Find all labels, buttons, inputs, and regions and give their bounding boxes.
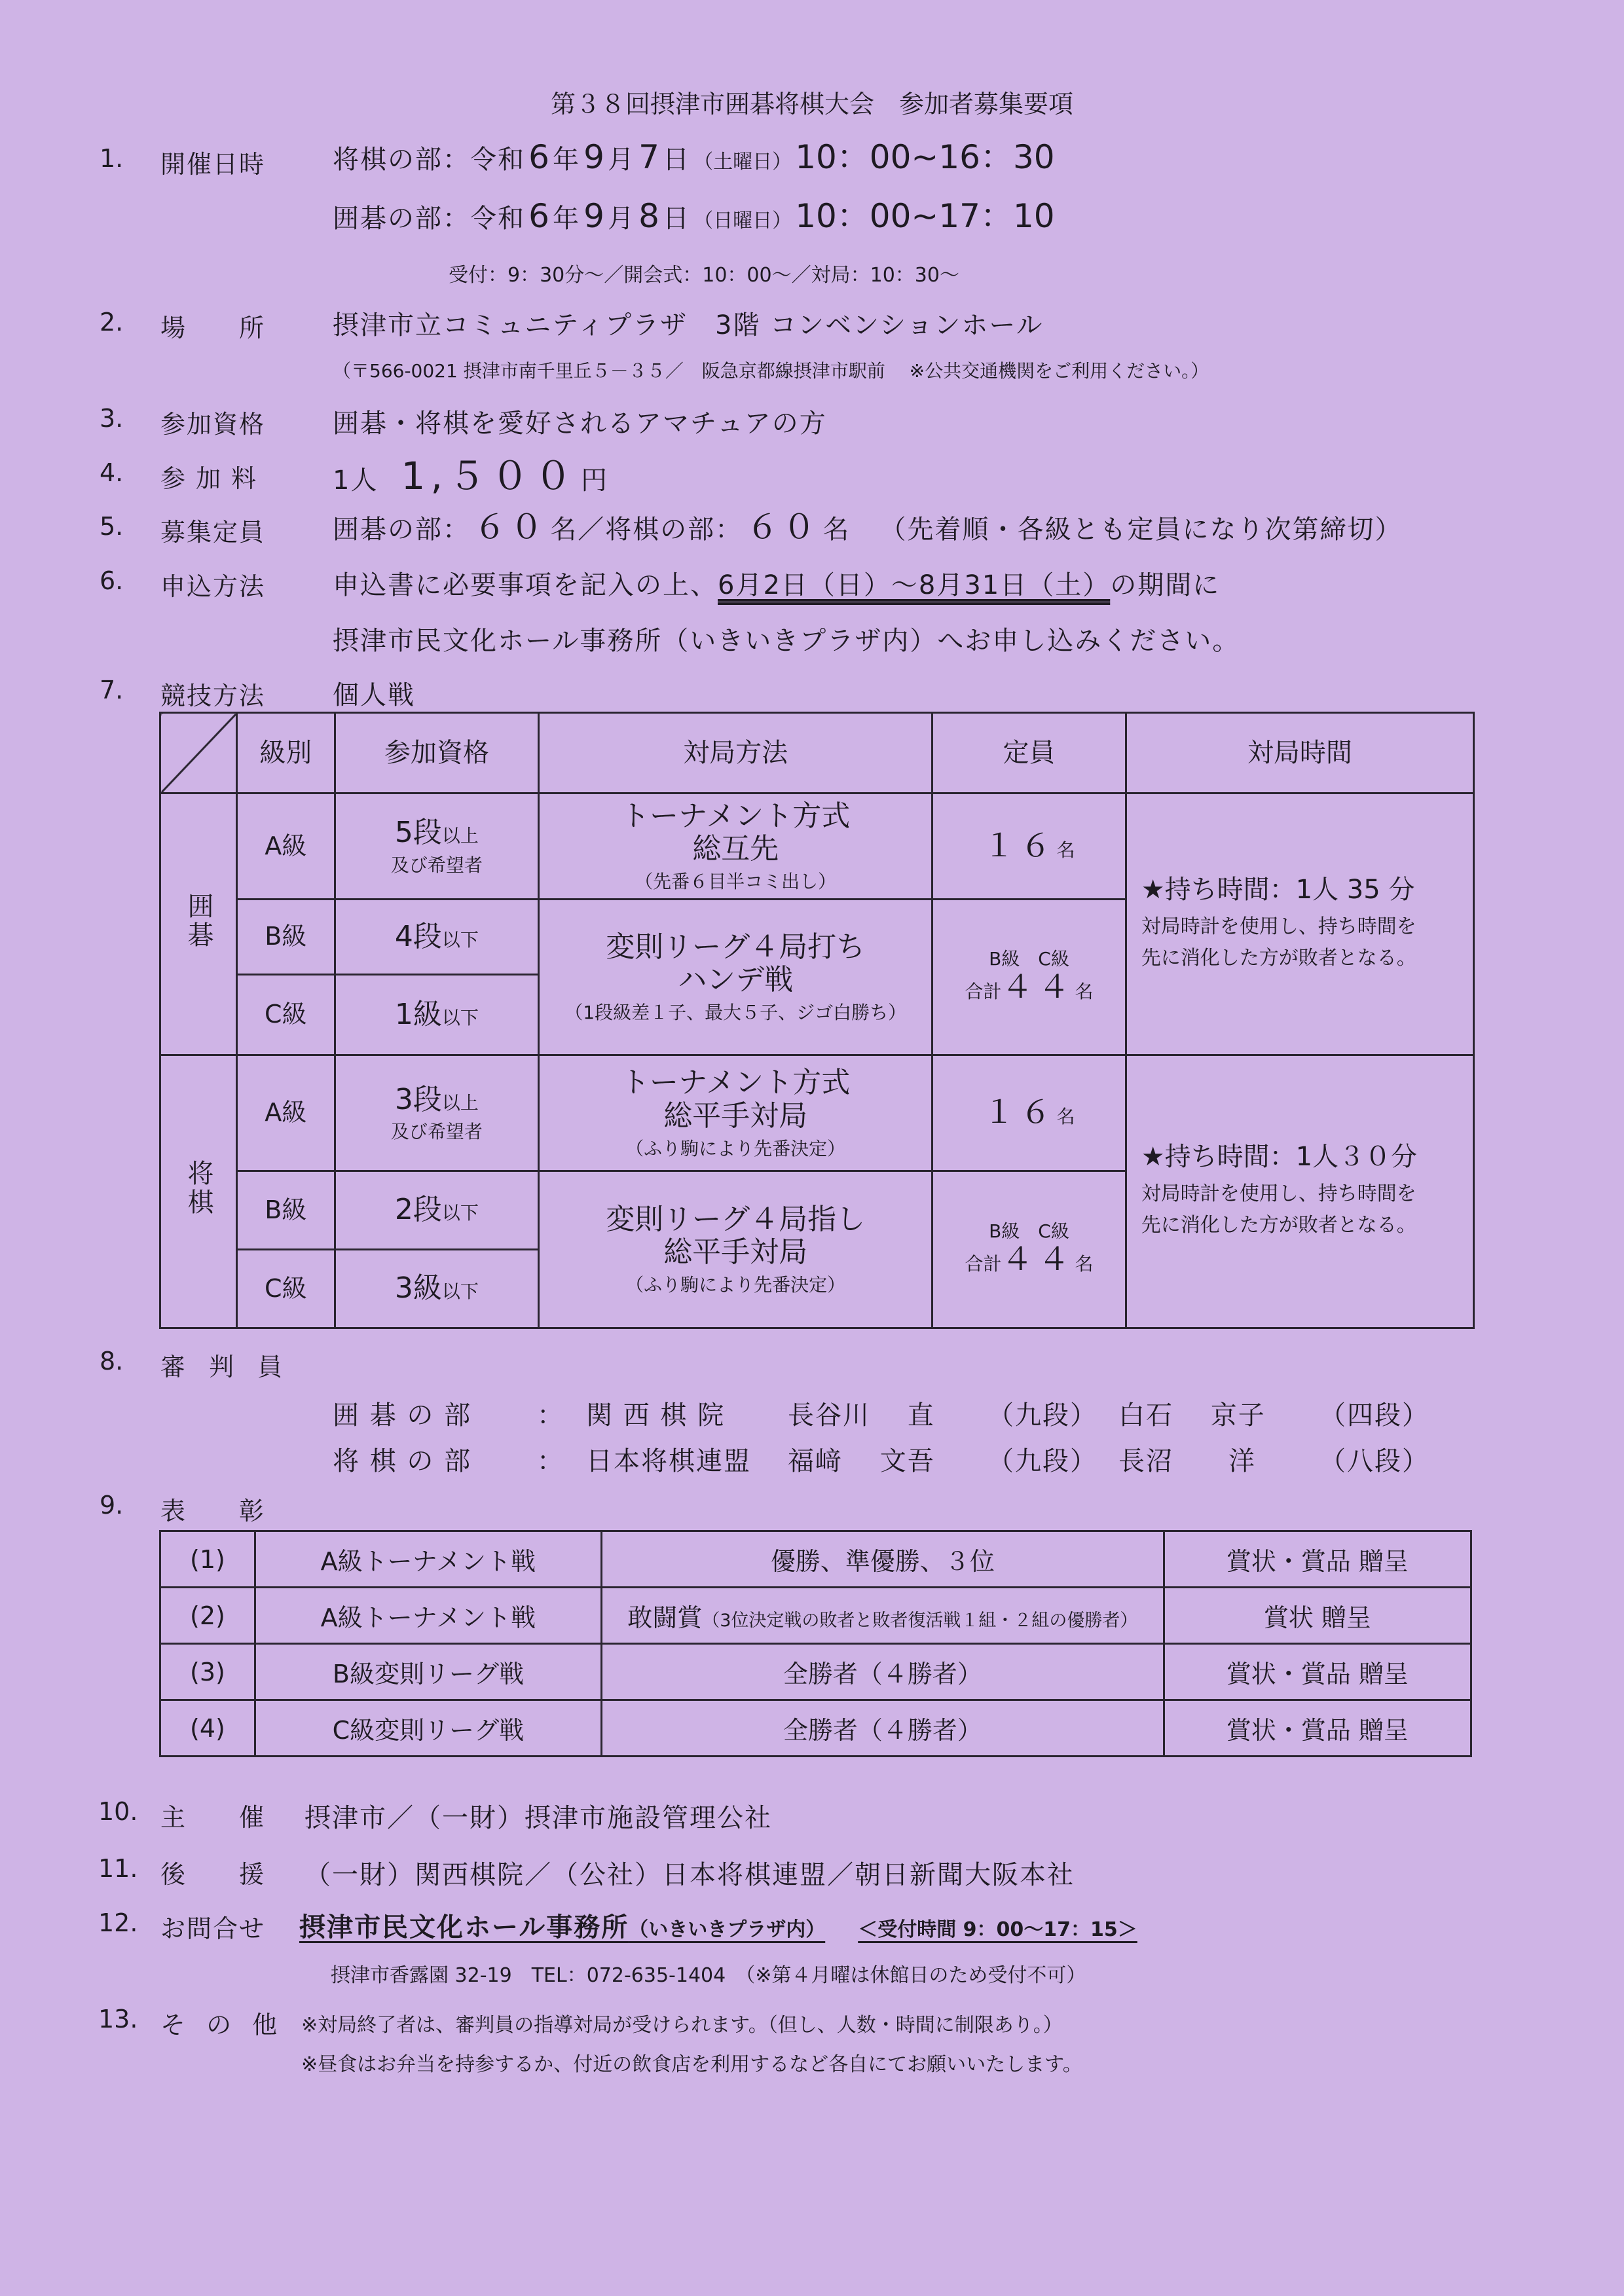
- item-number-13: 13.: [98, 2005, 138, 2033]
- item-label-referees: 審 判 員: [160, 1353, 291, 1381]
- award-recipients: 全勝者（４勝者）: [602, 1644, 1164, 1700]
- apply-line-2: 摂津市民文化ホール事務所（いきいきプラザ内）へお申し込みください。: [333, 626, 1240, 656]
- capacity-note: （先着順・各級とも定員になり次第締切）: [879, 515, 1403, 545]
- item-label-schedule: 開催日時: [160, 150, 266, 179]
- capacity-go-label: 囲碁の部：: [333, 515, 470, 545]
- awards-table: [159, 1530, 1472, 1757]
- capacity-go-count: ６０: [473, 508, 547, 546]
- item-number-11: 11.: [98, 1854, 138, 1883]
- hi-label: 日: [663, 204, 690, 234]
- award-prize: 賞状・賞品 贈呈: [1164, 1531, 1471, 1588]
- other-note-2: ※昼食はお弁当を持参するか、付近の飲食店を利用するなど各自にてお願いいたします。: [301, 2053, 1082, 2076]
- item-number-10: 10.: [98, 1797, 138, 1826]
- shogi-schedule-prefix: 将棋の部：令和: [333, 145, 525, 175]
- shogi-time: 10：00~16：30: [795, 138, 1055, 176]
- shogi-bc-method: 変則リーグ４局指し 総平手対局 （ふり駒により先番決定）: [539, 1171, 932, 1328]
- capacity-separator: 名／将棋の部：: [550, 515, 743, 545]
- apply-line-1: [333, 564, 1220, 602]
- referee-shogi-colon: ：: [537, 1446, 564, 1476]
- item-label-awards: 表 彰: [160, 1497, 266, 1525]
- table-row-shogi-a: [160, 1055, 1474, 1171]
- fee-line: [333, 445, 608, 500]
- header-eligibility: 参加資格: [335, 713, 539, 793]
- tsuki-label: 月: [608, 204, 635, 234]
- item-number-3: 3.: [100, 404, 124, 433]
- referee-shogi-person-2-rank: （八段）: [1320, 1446, 1430, 1476]
- shogi-month: 9: [583, 138, 604, 176]
- referee-shogi-org: 日本将棋連盟: [586, 1446, 751, 1476]
- capacity-unit: 名: [822, 515, 851, 545]
- shogi-weekday: （土曜日）: [693, 151, 792, 173]
- shogi-schedule-line: [333, 131, 1055, 178]
- award-number: (3): [160, 1644, 255, 1700]
- contact-address: 摂津市香露園 32-19 TEL：072-635-1404 （※第４月曜は休館日のため受付不可）: [331, 1964, 1086, 1987]
- go-schedule-line: [333, 190, 1055, 237]
- method-value: 個人戦: [333, 680, 415, 710]
- shogi-day: 7: [638, 138, 659, 176]
- go-a-rank: 5段以上 及び希望者: [335, 793, 539, 900]
- support-value: （一財）関西棋院／（公社）日本将棋連盟／朝日新聞大阪本社: [304, 1860, 1075, 1890]
- venue-address: （〒566-0021 摂津市南千里丘５－３５／ 阪急京都線摂津市駅前 ※公共交通機関をご利用ください。）: [333, 360, 1209, 382]
- go-time-limit: ★持ち時間：1人 35 分 対局時計を使用し、持ち時間を 先に消化した方が敗者となる。: [1126, 793, 1473, 1055]
- tsuki-label: 月: [608, 145, 635, 175]
- other-note-1: ※対局終了者は、審判員の指導対局が受けられます。（但し、人数・時間に制限あり。）: [301, 2014, 1063, 2037]
- shogi-a-rank: 3段以上 及び希望者: [335, 1055, 539, 1171]
- shogi-a-capacity: １６名: [932, 1055, 1126, 1171]
- go-a-method: トーナメント方式 総互先 （先番６目半コミ出し）: [539, 793, 932, 900]
- referee-shogi-person-1-rank: （九段）: [987, 1446, 1098, 1476]
- referee-shogi-person-2: 長沼 洋: [1118, 1446, 1256, 1476]
- fee-prefix: 1人: [333, 465, 378, 496]
- group-go: 囲碁: [160, 793, 237, 1055]
- go-schedule-prefix: 囲碁の部：令和: [333, 204, 525, 234]
- award-event: A級トーナメント戦: [255, 1588, 601, 1644]
- competition-table: [159, 712, 1475, 1329]
- diagonal-corner-cell: [160, 713, 237, 793]
- header-time: 対局時間: [1126, 713, 1473, 793]
- organizer-value: 摂津市／（一財）摂津市施設管理公社: [304, 1803, 772, 1833]
- referee-go-label: 囲 碁 の 部: [333, 1400, 472, 1430]
- go-weekday: （日曜日）: [693, 210, 792, 232]
- award-prize: 賞状・賞品 贈呈: [1164, 1644, 1471, 1700]
- award-number: (1): [160, 1531, 255, 1588]
- referee-go-person-2-rank: （四段）: [1320, 1400, 1430, 1430]
- eligibility-value: 囲碁・将棋を愛好されるアマチュアの方: [333, 409, 827, 439]
- referee-go-org: 関 西 棋 院: [586, 1400, 726, 1430]
- shogi-c-rank: 3級以下: [335, 1250, 539, 1328]
- go-a-capacity: １６名: [932, 793, 1126, 900]
- shogi-a-method: トーナメント方式 総平手対局 （ふり駒により先番決定）: [539, 1055, 932, 1171]
- go-bc-method: 変則リーグ４局打ち ハンデ戦 （1段級差１子、最大５子、ジゴ白勝ち）: [539, 900, 932, 1055]
- item-number-4: 4.: [100, 458, 124, 487]
- document-title: 第３８回摂津市囲碁将棋大会 参加者募集要項: [550, 90, 1073, 118]
- competition-table-header: [160, 713, 1474, 793]
- shogi-c-class: C級: [236, 1250, 335, 1328]
- shogi-year: 6: [528, 138, 549, 176]
- referee-shogi-label: 将 棋 の 部: [333, 1446, 472, 1476]
- shogi-a-class: A級: [236, 1055, 335, 1171]
- item-label-support: 後 援: [160, 1860, 266, 1889]
- item-number-7: 7.: [100, 676, 124, 704]
- item-number-12: 12.: [98, 1908, 138, 1937]
- go-b-rank: 4段以下: [335, 900, 539, 975]
- fee-amount: 1,５００: [401, 454, 578, 498]
- go-b-class: B級: [236, 900, 335, 975]
- item-label-method: 競技方法: [160, 682, 266, 710]
- hi-label: 日: [663, 145, 690, 175]
- go-year: 6: [528, 197, 549, 235]
- table-row: [160, 1700, 1471, 1757]
- nen-label: 年: [553, 145, 580, 175]
- go-time: 10：00~17：10: [795, 197, 1055, 235]
- award-recipients: 優勝、準優勝、３位: [602, 1531, 1164, 1588]
- referee-shogi-person-1: 福﨑 文吾: [788, 1446, 935, 1476]
- go-a-class: A級: [236, 793, 335, 900]
- item-number-8: 8.: [100, 1347, 124, 1376]
- capacity-shogi-count: ６０: [746, 508, 820, 546]
- contact-office: 摂津市民文化ホール事務所（いきいきプラザ内） ＜受付時間 9：00～17：15＞: [299, 1912, 1137, 1942]
- award-prize: 賞状・賞品 贈呈: [1164, 1700, 1471, 1757]
- apply-pre-text: 申込書に必要事項を記入の上、: [333, 570, 718, 600]
- apply-period: 6月2日（日）～8月31日（土）: [718, 570, 1111, 600]
- table-row: [160, 1588, 1471, 1644]
- item-label-eligibility: 参加資格: [160, 410, 266, 439]
- award-number: (4): [160, 1700, 255, 1757]
- referee-go-person-2: 白石 京子: [1118, 1400, 1266, 1430]
- referee-go-person-1-rank: （九段）: [987, 1400, 1098, 1430]
- item-label-fee: 参 加 料: [160, 464, 258, 493]
- table-row: [160, 1531, 1471, 1588]
- item-label-venue: 場 所: [160, 314, 266, 342]
- go-c-class: C級: [236, 975, 335, 1055]
- fee-unit: 円: [580, 465, 608, 496]
- nen-label: 年: [553, 204, 580, 234]
- header-method: 対局方法: [539, 713, 932, 793]
- award-event: A級トーナメント戦: [255, 1531, 601, 1588]
- go-c-rank: 1級以下: [335, 975, 539, 1055]
- table-row-go-a: [160, 793, 1474, 900]
- item-label-contact: お問合せ: [160, 1914, 266, 1943]
- referee-go-person-1: 長谷川 直: [788, 1400, 935, 1430]
- award-event: B級変則リーグ戦: [255, 1644, 601, 1700]
- table-row: [160, 1644, 1471, 1700]
- item-label-capacity: 募集定員: [160, 518, 266, 547]
- item-label-organizer: 主 催: [160, 1803, 266, 1832]
- award-recipients: 全勝者（４勝者）: [602, 1700, 1164, 1757]
- schedule-note: 受付：9：30分～／開会式：10：00～／対局：10：30～: [449, 264, 959, 287]
- group-shogi: 将棋: [160, 1055, 237, 1328]
- referee-go-colon: ：: [537, 1400, 564, 1430]
- item-label-other: そ の 他: [160, 2011, 284, 2039]
- award-recipients: 敢闘賞（3位決定戦の敗者と敗者復活戦１組・２組の優勝者）: [602, 1588, 1164, 1644]
- apply-post-text: の期間に: [1110, 570, 1221, 600]
- venue-name: 摂津市立コミュニティプラザ 3階 コンベンションホール: [333, 310, 1044, 340]
- item-label-apply: 申込方法: [160, 572, 266, 601]
- item-number-1: 1.: [100, 144, 124, 173]
- header-class: 級別: [236, 713, 335, 793]
- go-month: 9: [583, 197, 604, 235]
- award-number: (2): [160, 1588, 255, 1644]
- go-day: 8: [638, 197, 659, 235]
- shogi-b-class: B級: [236, 1171, 335, 1250]
- header-capacity: 定員: [932, 713, 1126, 793]
- shogi-bc-capacity: B級 C級 合計４４名: [932, 1171, 1126, 1328]
- shogi-b-rank: 2段以下: [335, 1171, 539, 1250]
- award-event: C級変則リーグ戦: [255, 1700, 601, 1757]
- item-number-2: 2.: [100, 308, 124, 337]
- award-prize: 賞状 贈呈: [1164, 1588, 1471, 1644]
- item-number-9: 9.: [100, 1491, 124, 1520]
- shogi-time-limit: ★持ち時間：1人３０分 対局時計を使用し、持ち時間を 先に消化した方が敗者となる。: [1126, 1055, 1473, 1328]
- item-number-5: 5.: [100, 512, 124, 541]
- item-number-6: 6.: [100, 566, 124, 595]
- go-bc-capacity: B級 C級 合計４４名: [932, 900, 1126, 1055]
- capacity-line: [333, 501, 1402, 548]
